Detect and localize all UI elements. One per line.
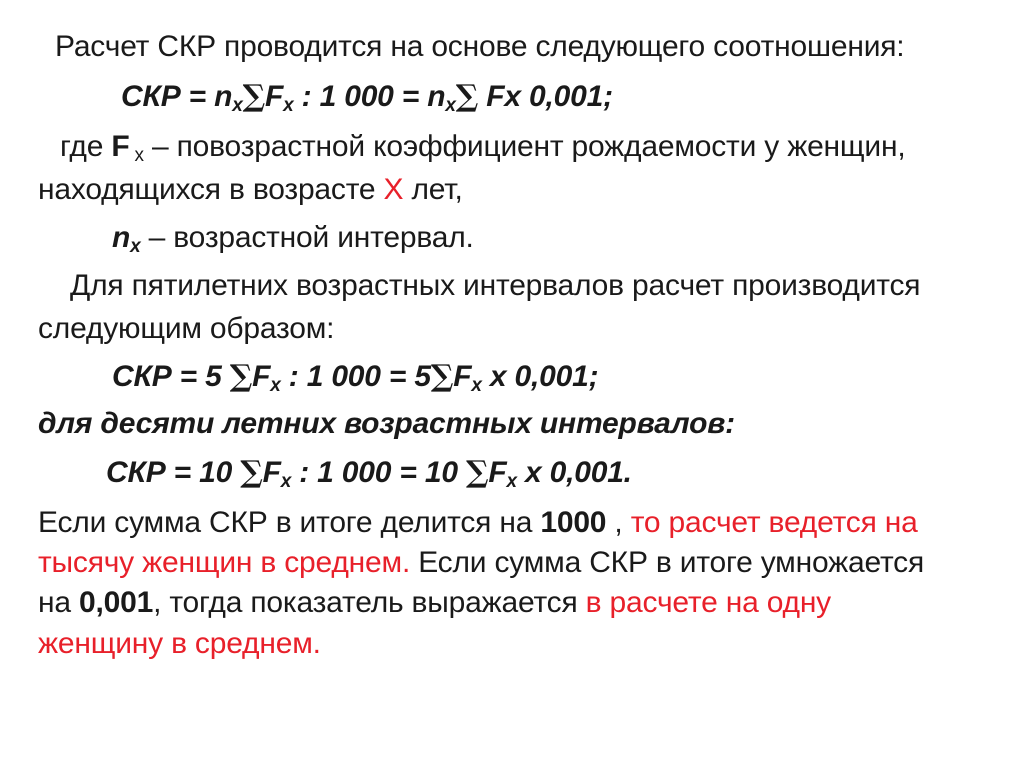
- conclusion-highlight: в расчете на одну: [585, 586, 831, 619]
- conclusion-highlight: то расчет ведется на: [630, 506, 918, 539]
- var-f: F: [265, 80, 284, 113]
- sigma-icon: ∑: [430, 359, 454, 394]
- definition-f-text: – повозрастной коэффициент рождаемости у женщин,: [143, 130, 906, 163]
- formula-tail: x 0,001;: [481, 360, 599, 393]
- definition-n-text: – возрастной интервал.: [140, 221, 474, 254]
- definition-f-text3: лет,: [403, 173, 463, 206]
- definition-n: [112, 220, 474, 256]
- five-year-intro-text: Для пятилетних возрастных интервалов расчет производится: [70, 269, 921, 302]
- formula-tail: Fx 0,001;: [478, 80, 613, 113]
- formula-lhs: СКР =: [121, 80, 215, 113]
- sub-x: x: [232, 95, 243, 116]
- sigma-icon: ∑: [465, 455, 489, 490]
- var-n: n: [427, 80, 446, 113]
- conclusion-line2: [38, 545, 924, 581]
- sigma-icon: ∑: [229, 359, 253, 394]
- sub-x: x: [280, 471, 292, 492]
- formula-tail: x 0,001.: [516, 456, 632, 489]
- conclusion-highlight: женщину в среднем.: [38, 627, 321, 660]
- sub-x: x: [270, 375, 281, 396]
- var-f: F: [262, 456, 281, 489]
- conclusion-text: ,: [606, 506, 631, 539]
- five-year-intro-text2: следующим образом:: [38, 312, 335, 345]
- conclusion-highlight: тысячу женщин в среднем.: [38, 546, 411, 579]
- conclusion-text: , тогда показатель выражается: [153, 586, 586, 619]
- sub-x: x: [130, 236, 141, 257]
- conclusion-line3: [38, 585, 831, 621]
- sub-x: x: [129, 145, 144, 166]
- formula-five: [112, 359, 598, 395]
- formula-ten: [106, 455, 632, 491]
- conclusion-line1: [38, 505, 918, 541]
- five-year-intro-line2: [38, 311, 334, 347]
- conclusion-text: Если сумма СКР в итоге умножается: [410, 546, 925, 579]
- sub-x: x: [506, 471, 517, 492]
- where-word: где: [60, 130, 112, 163]
- formula-lhs: СКР = 5: [112, 360, 230, 393]
- var-f: F: [111, 130, 130, 163]
- var-n: n: [112, 221, 131, 254]
- var-n: n: [214, 80, 233, 113]
- sigma-icon: ∑: [240, 455, 263, 490]
- sigma-icon: ∑: [242, 79, 266, 114]
- ten-year-intro: [38, 406, 735, 442]
- conclusion-line4: [38, 626, 321, 662]
- conclusion-number-0001: 0,001: [79, 586, 154, 619]
- var-f: F: [488, 456, 507, 489]
- ten-year-intro-text: для десяти летних возрастных интервалов:: [38, 407, 735, 440]
- definition-f-line1: [60, 129, 905, 165]
- formula-mid: : 1 000 = 10: [291, 456, 466, 489]
- var-f: F: [453, 360, 472, 393]
- intro-text: [55, 29, 904, 65]
- conclusion-number-1000: 1000: [540, 506, 607, 539]
- five-year-intro-line1: [70, 268, 920, 304]
- formula-mid: : 1 000 =: [293, 80, 428, 113]
- conclusion-text: на: [38, 586, 79, 619]
- sub-x: x: [283, 95, 294, 116]
- formula-mid: : 1 000 = 5: [280, 360, 431, 393]
- formula-lhs: СКР = 10: [106, 456, 241, 489]
- sigma-icon: ∑: [455, 79, 479, 114]
- conclusion-text: Если сумма СКР в итоге делится на: [38, 506, 541, 539]
- definition-f-text2: находящихся в возрасте: [38, 173, 384, 206]
- age-x-highlight: X: [383, 173, 404, 206]
- var-f: F: [252, 360, 271, 393]
- sub-x: x: [471, 375, 482, 396]
- definition-f-line2: [38, 172, 463, 208]
- sub-x: x: [445, 95, 456, 116]
- intro-sentence: Расчет СКР проводится на основе следующего соотношения:: [55, 30, 905, 63]
- formula-general: [121, 79, 613, 115]
